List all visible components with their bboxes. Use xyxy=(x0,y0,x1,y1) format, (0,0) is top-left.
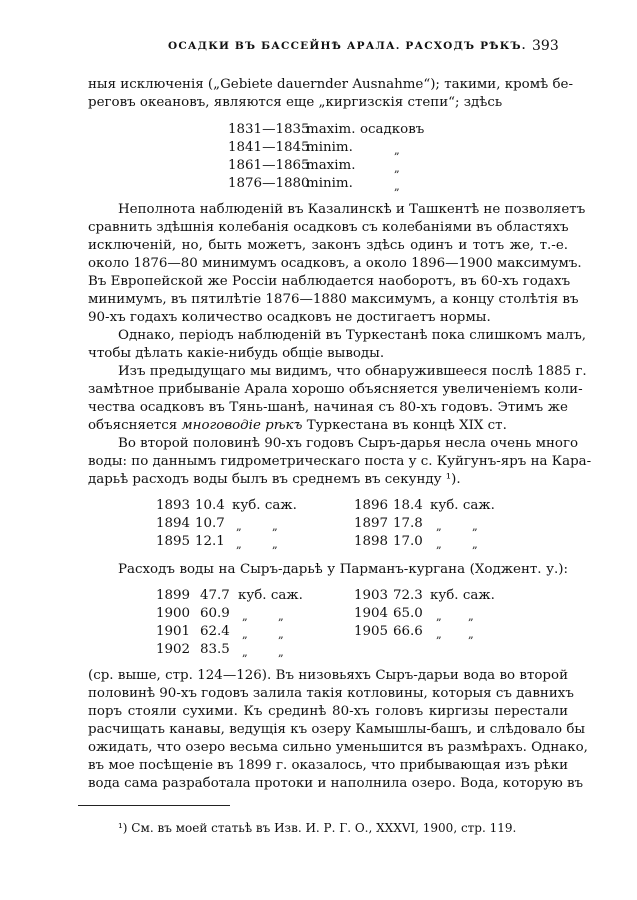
year-cell: 1902 xyxy=(156,642,191,657)
footnote: ¹) См. въ моей статьѣ въ Изв. И. Р. Г. О., XXXVI, 1900, стр. 119. xyxy=(118,821,517,835)
value-cell: 65.0 xyxy=(393,606,423,621)
period-years: 1841—1845 xyxy=(228,140,310,155)
ditto-mark: „ xyxy=(236,538,242,551)
value-cell: 62.4 xyxy=(200,624,230,639)
year-cell: 1904 xyxy=(354,606,389,621)
text-line: воды: по даннымъ гидрометрическаго поста у с. Куйгунъ-яръ на Кара- xyxy=(88,454,592,469)
ditto-mark: „ xyxy=(278,628,284,641)
value-cell: 17.8 xyxy=(393,516,423,531)
text-line xyxy=(88,417,568,435)
text-line: дарьѣ расходъ воды былъ въ среднемъ въ секунду ¹). xyxy=(88,472,461,487)
text-line: около 1876—80 минимумъ осадковъ, а около 1896—1900 максимумъ. xyxy=(88,256,582,271)
text-line: исключеній, но, быть можетъ, законъ здѣсь одинъ и тотъ же, т.-е. xyxy=(88,238,568,253)
text-line: ожидать, что озеро весьма сильно уменьшится въ размѣрахъ. Однако, xyxy=(88,740,588,755)
year-cell: 1898 xyxy=(354,534,389,549)
value-cell: 17.0 xyxy=(393,534,423,549)
text-line: минимумъ, въ пятилѣтіе 1876—1880 максимумъ, а концу столѣтія въ xyxy=(88,292,579,307)
value-cell: 12.1 xyxy=(195,534,225,549)
text-line: 90-хъ годахъ количество осадковъ не достигаетъ нормы. xyxy=(88,310,491,325)
value-cell: 47.7 xyxy=(200,588,230,603)
year-cell: 1900 xyxy=(156,606,191,621)
text-line: Во второй половинѣ 90-хъ годовъ Сыръ-дарья несла очень много xyxy=(118,436,579,451)
ditto-mark: „ xyxy=(278,646,284,659)
year-cell: 1903 xyxy=(354,588,389,603)
year-cell: 1905 xyxy=(354,624,389,639)
year-cell: 1894 xyxy=(156,516,191,531)
ditto-mark: „ xyxy=(394,162,400,175)
period-years: 1861—1865 xyxy=(228,158,310,173)
text-line: чтобы дѣлать какіе-нибудь общіе выводы. xyxy=(88,346,385,361)
year-cell: 1899 xyxy=(156,588,191,603)
text-line: Неполнота наблюденій въ Казалинскѣ и Ташкентѣ не позволяетъ xyxy=(118,202,586,217)
text-span: Туркестана въ концѣ XIX ст. xyxy=(306,418,507,433)
ditto-mark: „ xyxy=(468,610,474,623)
ditto-mark: „ xyxy=(278,610,284,623)
unit-cell: куб. саж. xyxy=(430,498,495,513)
period-type: maxim. xyxy=(306,122,356,137)
year-cell: 1896 xyxy=(354,498,389,513)
text-line: чества осадковъ въ Тянь-шанѣ, начиная съ 80-хъ годовъ. Этимъ же xyxy=(88,400,568,415)
period-years: 1876—1880 xyxy=(228,176,310,191)
text-line: (ср. выше, стр. 124—126). Въ низовьяхъ Сыръ-дарьи вода во второй xyxy=(88,668,568,683)
text-line: расчищать канавы, ведущія къ озеру Камышлы-башъ, и слѣдовало бы xyxy=(88,722,586,737)
ditto-mark: „ xyxy=(272,520,278,533)
ditto-mark: „ xyxy=(436,520,442,533)
ditto-mark: „ xyxy=(272,538,278,551)
ditto-mark: „ xyxy=(472,538,478,551)
ditto-mark: „ xyxy=(472,520,478,533)
year-cell: 1895 xyxy=(156,534,191,549)
ditto-mark: „ xyxy=(468,628,474,641)
running-header: ОСАДКИ ВЪ БАССЕЙНѢ АРАЛА. РАСХОДЪ РѢКЪ. xyxy=(168,40,527,52)
text-span: объясняется xyxy=(88,418,178,433)
ditto-mark: „ xyxy=(436,628,442,641)
ditto-mark: „ xyxy=(236,520,242,533)
emphasis-text: многоводіе рѣкъ xyxy=(181,418,303,433)
ditto-mark: „ xyxy=(436,610,442,623)
value-cell: 72.3 xyxy=(393,588,423,603)
year-cell: 1901 xyxy=(156,624,191,639)
value-cell: 60.9 xyxy=(200,606,230,621)
unit-cell: куб. саж. xyxy=(238,588,303,603)
year-cell: 1897 xyxy=(354,516,389,531)
value-cell: 83.5 xyxy=(200,642,230,657)
unit-cell: куб. саж. xyxy=(232,498,297,513)
period-type: minim. xyxy=(306,176,353,191)
text-line: замѣтное прибываніе Арала хорошо объясняется увеличеніемъ коли- xyxy=(88,382,583,397)
year-cell: 1893 xyxy=(156,498,191,513)
value-cell: 10.4 xyxy=(195,498,225,513)
table-title: Расходъ воды на Сыръ-дарьѣ у Парманъ-кургана (Ходжент. у.): xyxy=(118,562,568,577)
period-type: minim. xyxy=(306,140,353,155)
text-line: Изъ предыдущаго мы видимъ, что обнаружившееся послѣ 1885 г. xyxy=(118,364,587,379)
text-line: ныя исключенія („Gebiete dauernder Ausnahme“); такими, кромѣ бе- xyxy=(88,77,573,92)
period-years: 1831—1835 xyxy=(228,122,310,137)
ditto-mark: „ xyxy=(242,646,248,659)
ditto-mark: „ xyxy=(242,610,248,623)
value-cell: 10.7 xyxy=(195,516,225,531)
text-line: сравнить здѣшнія колебанія осадковъ съ колебаніями въ областяхъ xyxy=(88,220,569,235)
text-line: Въ Европейской же Россіи наблюдается наоборотъ, въ 60-хъ годахъ xyxy=(88,274,571,289)
text-line: реговъ океановъ, являются еще „киргизскія степи“; здѣсь xyxy=(88,95,503,110)
text-line: половинѣ 90-хъ годовъ залила такія котловины, которыя съ давнихъ xyxy=(88,686,574,701)
ditto-mark: „ xyxy=(394,180,400,193)
footnote-rule xyxy=(78,805,230,806)
period-word: осадковъ xyxy=(360,122,425,137)
text-line: вода сама разработала протоки и наполнила озеро. Вода, которую въ xyxy=(88,776,584,791)
text-line: въ мое посѣщеніе въ 1899 г. оказалось, что прибывающая изъ рѣки xyxy=(88,758,569,773)
text-line: Однако, періодъ наблюденій въ Туркестанѣ пока слишкомъ малъ, xyxy=(118,328,586,343)
text-line: поръ стояли сухими. Къ срединѣ 80-хъ головъ киргизы перестали xyxy=(88,704,568,719)
ditto-mark: „ xyxy=(394,144,400,157)
ditto-mark: „ xyxy=(436,538,442,551)
unit-cell: куб. саж. xyxy=(430,588,495,603)
period-type: maxim. xyxy=(306,158,356,173)
value-cell: 66.6 xyxy=(393,624,423,639)
value-cell: 18.4 xyxy=(393,498,423,513)
page-number: 393 xyxy=(532,38,559,54)
ditto-mark: „ xyxy=(242,628,248,641)
